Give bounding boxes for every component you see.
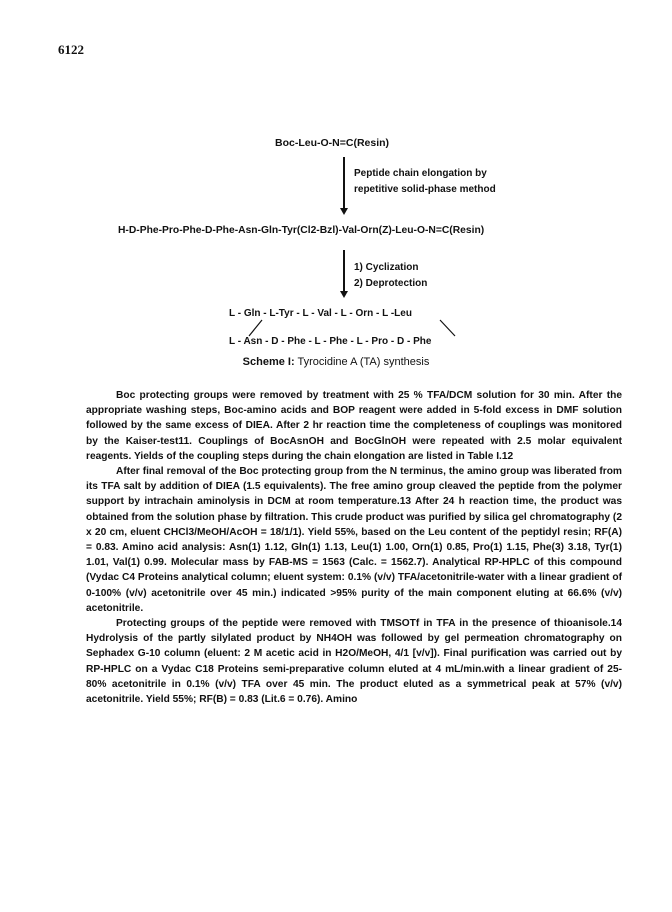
synthesis-scheme [0, 0, 672, 420]
paragraph-2: After final removal of the Boc protecting group from the N terminus, the amino group was liberated from its TFA salt by addition of DIEA (1.5 equivalents). The free amino group cleaved the peptide from the polymer support by intrachain aminolysis in DCM at room temperature.13 After 24 h reaction time, the product was obtained from the solution phase by filtration. This crude product was purified by silica gel chromatography (2 x 20 cm, eluent CHCl3/MeOH/AcOH = 18/1/1). Yield 55%, based on the Leu content of the peptidyl resin; RF(A) = 0.83. Amino acid analysis: Asn(1) 1.12, Gln(1) 1.13, Leu(1) 1.00, Orn(1) 0.85, Pro(1) 1.15, Phe(3) 3.18, Tyr(1) 1.01, Val(1) 0.99. Molecular mass by FAB-MS = 1563 (Calc. = 1562.7). Analytical RP-HPLC of this compound (Vydac C4 Proteins analytical column; eluent system: 0.1% (v/v) TFA/acetonitrile-water with a linear gradient of 0-100% (v/v) acetonitrile over 45 min.) indicated >95% purity of the main component eluting at 66.6% (v/v) acetonitrile. [86, 466, 622, 614]
caption-text: Tyrocidine A (TA) synthesis [297, 356, 430, 368]
cyclic-peptide-bottom-row: L - Asn - D - Phe - L - Phe - L - Pro - D - Phe [229, 336, 432, 347]
article-body [86, 388, 622, 707]
page-number: 6122 [58, 42, 84, 57]
paragraph-3: Protecting groups of the peptide were removed with TMSOTf in TFA in the presence of thioanisole.14 Hydrolysis of the partly silylated product by NH4OH was followed by gel permeation chromatography on Sephadex G-10 column (eluent: 2 M acetic acid in H2O/MeOH, 4/1 [v/v]). Final purification was carried out by RP-HPLC on a Vydac C18 Proteins semi-preparative column eluted at 4 mL/min.with a linear gradient of 25-80% acetonitrile in 0.1% (v/v) TFA over 45 min. The product eluted as a symmetrical peak at 57% (v/v) acetonitrile. Yield 55%; RF(B) = 0.83 (Lit.6 = 0.76). Amino [86, 618, 622, 706]
step-1-label-line-1: Peptide chain elongation by [354, 168, 487, 179]
step-1-label-line-2: repetitive solid-phase method [354, 184, 496, 195]
left-ring-bond [249, 320, 262, 336]
step-2-label-line-2: 2) Deprotection [354, 278, 428, 289]
scheme-intermediate-compound: H-D-Phe-Pro-Phe-D-Phe-Asn-Gln-Tyr(Cl2-Bzl)-Val-Orn(Z)-Leu-O-N=C(Resin) [118, 225, 485, 236]
scheme-start-compound: Boc-Leu-O-N=C(Resin) [275, 137, 390, 149]
step-2-label-line-1: 1) Cyclization [354, 262, 419, 273]
caption-label: Scheme I: [242, 356, 295, 368]
cyclic-peptide-top-row: L - Gln - L-Tyr - L - Val - L - Orn - L -Leu [229, 308, 412, 319]
paragraph-1: Boc protecting groups were removed by treatment with 25 % TFA/DCM solution for 30 min. After the appropriate washing steps, Boc-amino acids and BOP reagent were added in 5-fold excess in DMF solution followed by the same excess of DIEA. After 2 hr reaction time the completeness of couplings was monitored by the Kaiser-test11. Couplings of BocAsnOH and BocGlnOH were repeated with 2.5 molar equivalent reagents. Yields of the coupling steps during the chain elongation are listed in Table I.12 [86, 390, 622, 462]
scheme-caption [0, 356, 672, 368]
right-ring-bond [440, 320, 455, 336]
